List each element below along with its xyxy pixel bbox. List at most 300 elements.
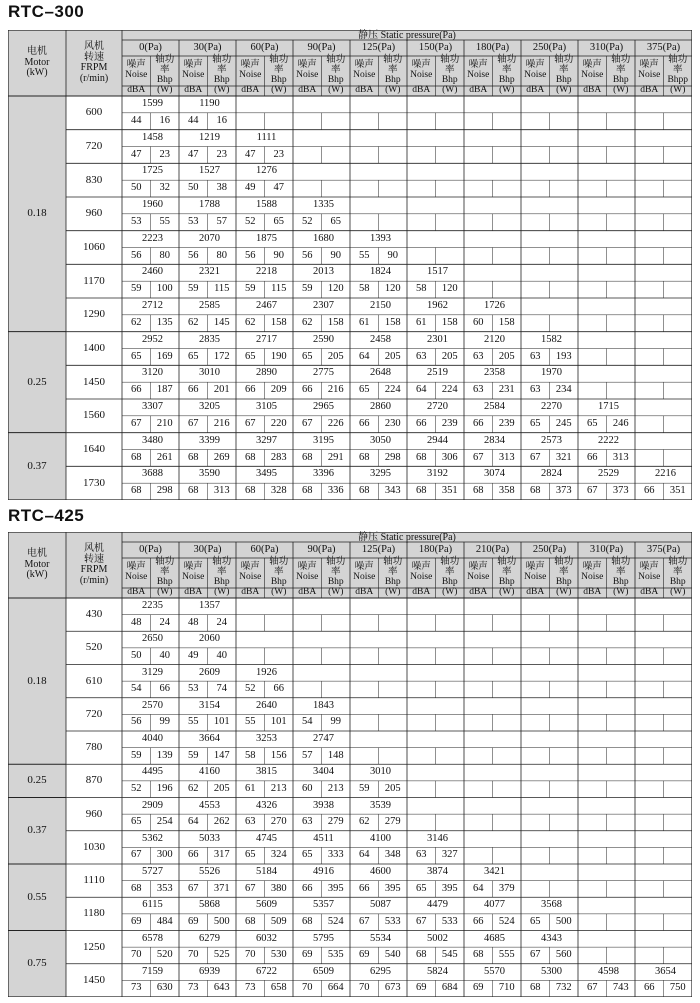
airflow-value: 6509 [313, 965, 334, 977]
noise-header [179, 56, 208, 86]
speed-header [66, 30, 122, 96]
noise-value: 66 [359, 882, 370, 894]
noise-value: 59 [302, 283, 313, 295]
airflow-value: 2648 [370, 367, 391, 379]
power-value: 210 [156, 417, 173, 429]
power-value: 484 [156, 915, 173, 927]
noise-value: 66 [302, 384, 313, 396]
speed-header-line: 风机 [84, 41, 104, 52]
power-value: 65 [273, 215, 284, 227]
power-value: 16 [216, 114, 227, 126]
airflow-value: 2216 [655, 468, 676, 480]
speed-header-line: 转速 [84, 553, 104, 565]
noise-value: 67 [473, 451, 484, 463]
power-value: 630 [156, 982, 173, 994]
noise-value: 73 [245, 982, 256, 994]
airflow-value: 1926 [256, 666, 277, 678]
power-value: 743 [612, 982, 629, 994]
pressure-header: 180(Pa) [418, 543, 453, 555]
power-value: 239 [498, 417, 515, 429]
noise-value: 47 [131, 148, 142, 160]
rpm-value: 720 [85, 139, 103, 152]
power-header [436, 56, 465, 86]
power-value: 230 [384, 417, 401, 429]
power-value: 327 [441, 849, 458, 861]
power-value: 371 [213, 882, 230, 894]
noise-value: 68 [530, 982, 541, 994]
airflow-value: 2585 [199, 300, 220, 312]
power-header-line: 轴功 [326, 557, 346, 568]
power-header-line: 轴功 [212, 55, 232, 66]
airflow-value: 3539 [370, 799, 391, 811]
power-header-line: 率 [501, 567, 512, 578]
noise-value: 62 [188, 316, 199, 328]
noise-value: 66 [644, 982, 655, 994]
airflow-value: 1276 [256, 165, 277, 177]
noise-value: 61 [416, 316, 427, 328]
power-header-line: Bhp [612, 576, 629, 587]
noise-value: 47 [245, 148, 256, 160]
airflow-value: 3205 [199, 401, 220, 413]
airflow-value: 2717 [256, 333, 277, 345]
power-header [607, 558, 636, 588]
motor-value: 0.55 [27, 890, 47, 903]
airflow-value: 1875 [256, 232, 277, 244]
noise-header [179, 558, 208, 588]
power-value: 524 [327, 915, 344, 927]
power-value: 313 [498, 451, 515, 463]
noise-value: 65 [188, 350, 199, 362]
airflow-value: 4598 [598, 965, 619, 977]
airflow-value: 2775 [313, 367, 334, 379]
airflow-value: 1588 [256, 199, 277, 211]
noise-value: 68 [131, 485, 142, 497]
power-header-line: 轴功 [611, 55, 631, 66]
airflow-value: 2358 [484, 367, 505, 379]
noise-value: 69 [302, 949, 313, 961]
airflow-value: 2712 [142, 300, 163, 312]
power-value: 328 [270, 485, 287, 497]
power-value: 279 [384, 816, 401, 828]
speed-header-line: FRPM [80, 62, 108, 73]
power-value: 313 [612, 451, 629, 463]
airflow-value: 5184 [256, 866, 277, 878]
pressure-header: 250(Pa) [532, 543, 567, 555]
power-value: 115 [214, 283, 230, 295]
airflow-value: 4326 [256, 799, 277, 811]
power-header-line: 率 [273, 65, 284, 76]
motor-header-line: Motor [24, 558, 50, 570]
rpm-value: 720 [85, 707, 103, 720]
noise-header-line: Noise [353, 70, 376, 80]
airflow-value: 4685 [484, 932, 505, 944]
power-value: 684 [441, 982, 458, 994]
noise-value: 58 [245, 749, 256, 761]
airflow-value: 1357 [199, 600, 220, 612]
power-header-line: Bhp [498, 74, 515, 85]
power-header-line: 轴功 [668, 557, 688, 568]
airflow-value: 2070 [199, 232, 220, 244]
noise-value: 70 [359, 982, 370, 994]
power-value: 239 [441, 417, 458, 429]
airflow-value: 5087 [370, 899, 391, 911]
performance-table-rtc-300 [8, 30, 692, 500]
unit-watt: (W) [385, 85, 401, 96]
power-value: 120 [327, 283, 344, 295]
airflow-value: 3105 [256, 401, 277, 413]
noise-value: 55 [245, 716, 256, 728]
airflow-value: 2650 [142, 633, 163, 645]
power-value: 57 [216, 215, 227, 227]
airflow-value: 2301 [427, 333, 448, 345]
power-header-line: Bhp [612, 74, 629, 85]
power-value: 500 [555, 915, 572, 927]
pressure-header: 30(Pa) [193, 41, 222, 53]
power-header-line: 轴功 [326, 55, 346, 66]
unit-dba: dBA [241, 85, 260, 96]
noise-value: 58 [416, 283, 427, 295]
power-value: 145 [213, 316, 230, 328]
performance-table-rtc-425 [8, 532, 692, 997]
power-header-line: 率 [216, 65, 227, 76]
airflow-value: 7159 [142, 965, 163, 977]
airflow-value: 3129 [142, 666, 163, 678]
noise-value: 62 [188, 782, 199, 794]
power-value: 545 [441, 949, 458, 961]
power-value: 40 [216, 649, 227, 661]
power-value: 224 [384, 384, 401, 396]
power-value: 358 [498, 485, 515, 497]
airflow-value: 2223 [142, 232, 163, 244]
noise-value: 56 [245, 249, 256, 261]
noise-header-line: 噪声 [582, 60, 602, 71]
power-value: 158 [327, 316, 344, 328]
power-header [607, 56, 636, 86]
noise-value: 56 [131, 249, 142, 261]
airflow-value: 2120 [484, 333, 505, 345]
power-value: 193 [555, 350, 572, 362]
noise-header-line: 噪声 [354, 60, 374, 71]
power-header-line: 率 [615, 65, 626, 76]
power-value: 643 [213, 982, 230, 994]
noise-value: 64 [359, 350, 370, 362]
speed-header-line: FRPM [80, 564, 108, 575]
power-header-line: 轴功 [497, 55, 517, 66]
noise-value: 70 [131, 949, 142, 961]
rpm-value: 1030 [83, 840, 105, 853]
motor-value: 0.25 [27, 774, 47, 787]
power-value: 245 [555, 417, 572, 429]
noise-value: 60 [473, 316, 484, 328]
power-value: 246 [612, 417, 629, 429]
power-header [493, 56, 522, 86]
power-value: 80 [216, 249, 227, 261]
noise-value: 57 [302, 749, 313, 761]
power-value: 120 [384, 283, 401, 295]
power-value: 710 [498, 982, 515, 994]
unit-dba: dBA [355, 587, 374, 598]
noise-header [464, 558, 493, 588]
noise-value: 68 [416, 451, 427, 463]
airflow-value: 4600 [370, 866, 391, 878]
rpm-value: 1060 [83, 240, 105, 253]
noise-header-line: 噪声 [639, 60, 659, 71]
speed-header-line: (r/min) [79, 574, 109, 586]
unit-watt: (W) [670, 587, 686, 598]
airflow-value: 2222 [598, 434, 619, 446]
noise-value: 73 [188, 982, 199, 994]
power-header-line: Bhp [669, 576, 686, 587]
noise-value: 59 [245, 283, 256, 295]
power-value: 560 [555, 949, 572, 961]
noise-value: 68 [416, 949, 427, 961]
noise-header [578, 558, 607, 588]
power-value: 23 [216, 148, 227, 160]
unit-dba: dBA [241, 587, 260, 598]
noise-header-line: Noise [467, 572, 490, 582]
unit-dba: dBA [184, 85, 203, 96]
power-value: 24 [159, 616, 170, 628]
noise-header [236, 56, 265, 86]
airflow-value: 5824 [427, 965, 448, 977]
airflow-value: 4495 [142, 766, 163, 778]
power-value: 324 [270, 849, 287, 861]
pressure-header: 125(Pa) [361, 41, 396, 53]
power-value: 32 [159, 182, 170, 194]
power-header-line: 率 [159, 65, 170, 76]
noise-header-line: 噪声 [240, 60, 260, 71]
power-value: 270 [270, 816, 287, 828]
rpm-value: 1110 [83, 874, 105, 887]
noise-header-line: 噪声 [525, 562, 545, 573]
noise-value: 68 [359, 485, 370, 497]
noise-header-line: Noise [524, 70, 547, 80]
power-value: 38 [216, 182, 227, 194]
power-value: 90 [330, 249, 341, 261]
power-header-line: Bhp [384, 576, 401, 587]
noise-value: 65 [302, 849, 313, 861]
power-header-line: Bhp [384, 74, 401, 85]
power-value: 298 [384, 451, 401, 463]
unit-dba: dBA [469, 85, 488, 96]
noise-value: 56 [188, 249, 199, 261]
rpm-value: 780 [85, 741, 103, 754]
unit-dba: dBA [184, 587, 203, 598]
noise-value: 62 [245, 316, 256, 328]
noise-header [407, 56, 436, 86]
power-header-line: Bhp [270, 74, 287, 85]
noise-value: 48 [188, 616, 199, 628]
airflow-value: 6295 [370, 965, 391, 977]
noise-header-line: 噪声 [183, 562, 203, 573]
noise-header-line: Noise [581, 70, 604, 80]
power-value: 343 [384, 485, 401, 497]
power-value: 224 [441, 384, 458, 396]
airflow-value: 3874 [427, 866, 448, 878]
pressure-header: 0(Pa) [139, 41, 162, 53]
airflow-value: 1393 [370, 232, 391, 244]
pressure-header: 310(Pa) [589, 41, 624, 53]
noise-value: 64 [359, 849, 370, 861]
noise-value: 67 [131, 417, 142, 429]
power-header [379, 56, 408, 86]
pressure-header: 125(Pa) [361, 543, 396, 555]
power-value: 205 [498, 350, 515, 362]
power-value: 333 [327, 849, 344, 861]
power-header-line: 率 [216, 567, 227, 578]
unit-dba: dBA [298, 587, 317, 598]
airflow-value: 1970 [541, 367, 562, 379]
noise-header-line: Noise [296, 572, 319, 582]
power-header-line: 率 [444, 65, 455, 76]
power-value: 279 [327, 816, 344, 828]
noise-value: 63 [530, 384, 541, 396]
airflow-value: 3404 [313, 766, 334, 778]
unit-watt: (W) [328, 85, 344, 96]
airflow-value: 5362 [142, 832, 163, 844]
airflow-value: 2529 [598, 468, 619, 480]
motor-value: 0.37 [27, 824, 47, 837]
noise-value: 59 [131, 283, 142, 295]
noise-header [236, 558, 265, 588]
noise-value: 65 [530, 417, 541, 429]
rpm-value: 1180 [83, 907, 105, 920]
noise-value: 69 [473, 982, 484, 994]
airflow-value: 1335 [313, 199, 334, 211]
noise-header [122, 56, 151, 86]
power-value: 261 [156, 451, 173, 463]
power-value: 201 [213, 384, 230, 396]
airflow-value: 3295 [370, 468, 391, 480]
unit-watt: (W) [214, 587, 230, 598]
power-value: 664 [327, 982, 344, 994]
noise-value: 65 [530, 915, 541, 927]
power-header [436, 558, 465, 588]
power-header-line: Bhp [441, 576, 458, 587]
noise-value: 68 [416, 485, 427, 497]
noise-value: 68 [245, 485, 256, 497]
power-value: 373 [612, 485, 629, 497]
airflow-value: 4479 [427, 899, 448, 911]
airflow-value: 3120 [142, 367, 163, 379]
power-header-line: 率 [672, 567, 683, 578]
pressure-header: 375(Pa) [646, 543, 681, 555]
noise-value: 64 [473, 882, 484, 894]
power-value: 395 [441, 882, 458, 894]
power-value: 205 [327, 350, 344, 362]
motor-value: 0.25 [27, 375, 47, 388]
power-value: 254 [156, 816, 173, 828]
noise-value: 65 [587, 417, 598, 429]
noise-value: 68 [530, 485, 541, 497]
noise-header-line: Noise [239, 70, 262, 80]
power-value: 321 [555, 451, 572, 463]
motor-header-line: (kW) [26, 67, 48, 79]
airflow-value: 2824 [541, 468, 562, 480]
airflow-value: 2952 [142, 333, 163, 345]
airflow-value: 1190 [199, 98, 220, 110]
power-value: 90 [387, 249, 398, 261]
airflow-value: 1111 [256, 131, 277, 143]
power-value: 40 [159, 649, 170, 661]
airflow-value: 2640 [256, 699, 277, 711]
airflow-value: 2890 [256, 367, 277, 379]
noise-value: 59 [188, 749, 199, 761]
noise-value: 66 [245, 384, 256, 396]
pressure-header: 180(Pa) [475, 41, 510, 53]
noise-value: 48 [131, 616, 142, 628]
airflow-value: 2467 [256, 300, 277, 312]
power-value: 158 [498, 316, 515, 328]
noise-value: 69 [416, 982, 427, 994]
airflow-value: 4100 [370, 832, 391, 844]
noise-value: 67 [131, 849, 142, 861]
rpm-value: 870 [85, 774, 103, 787]
power-value: 524 [498, 915, 515, 927]
noise-value: 73 [131, 982, 142, 994]
power-value: 158 [441, 316, 458, 328]
noise-value: 69 [359, 949, 370, 961]
power-value: 205 [384, 782, 401, 794]
noise-value: 70 [188, 949, 199, 961]
power-value: 530 [270, 949, 287, 961]
power-value: 395 [327, 882, 344, 894]
unit-watt: (W) [328, 587, 344, 598]
airflow-value: 5002 [427, 932, 448, 944]
pressure-header: 90(Pa) [307, 543, 336, 555]
motor-value: 0.18 [27, 207, 47, 220]
power-value: 66 [273, 683, 284, 695]
noise-value: 67 [587, 982, 598, 994]
noise-header-line: Noise [410, 70, 433, 80]
noise-value: 44 [131, 114, 142, 126]
unit-dba: dBA [583, 85, 602, 96]
power-value: 216 [327, 384, 344, 396]
unit-dba: dBA [640, 587, 659, 598]
noise-value: 70 [245, 949, 256, 961]
power-value: 209 [270, 384, 287, 396]
power-header-line: 率 [330, 567, 341, 578]
power-value: 55 [159, 215, 170, 227]
power-header-line: Bhp [555, 576, 572, 587]
power-value: 373 [555, 485, 572, 497]
airflow-value: 2150 [370, 300, 391, 312]
rpm-value: 1450 [83, 375, 105, 388]
pressure-header: 250(Pa) [532, 41, 567, 53]
power-value: 24 [216, 616, 227, 628]
power-header [379, 558, 408, 588]
unit-watt: (W) [157, 587, 173, 598]
noise-value: 44 [188, 114, 199, 126]
noise-value: 47 [188, 148, 199, 160]
power-value: 380 [270, 882, 287, 894]
airflow-value: 1726 [484, 300, 505, 312]
noise-value: 67 [302, 417, 313, 429]
power-value: 353 [156, 882, 173, 894]
power-value: 196 [156, 782, 173, 794]
unit-dba: dBA [526, 587, 545, 598]
pressure-header: 60(Pa) [250, 41, 279, 53]
noise-value: 62 [302, 316, 313, 328]
power-value: 348 [384, 849, 401, 861]
airflow-value: 2965 [313, 401, 334, 413]
power-header-line: 率 [273, 567, 284, 578]
airflow-value: 5534 [370, 932, 391, 944]
noise-header-line: Noise [638, 572, 661, 582]
airflow-value: 2270 [541, 401, 562, 413]
noise-header-line: Noise [125, 70, 148, 80]
noise-value: 62 [359, 816, 370, 828]
